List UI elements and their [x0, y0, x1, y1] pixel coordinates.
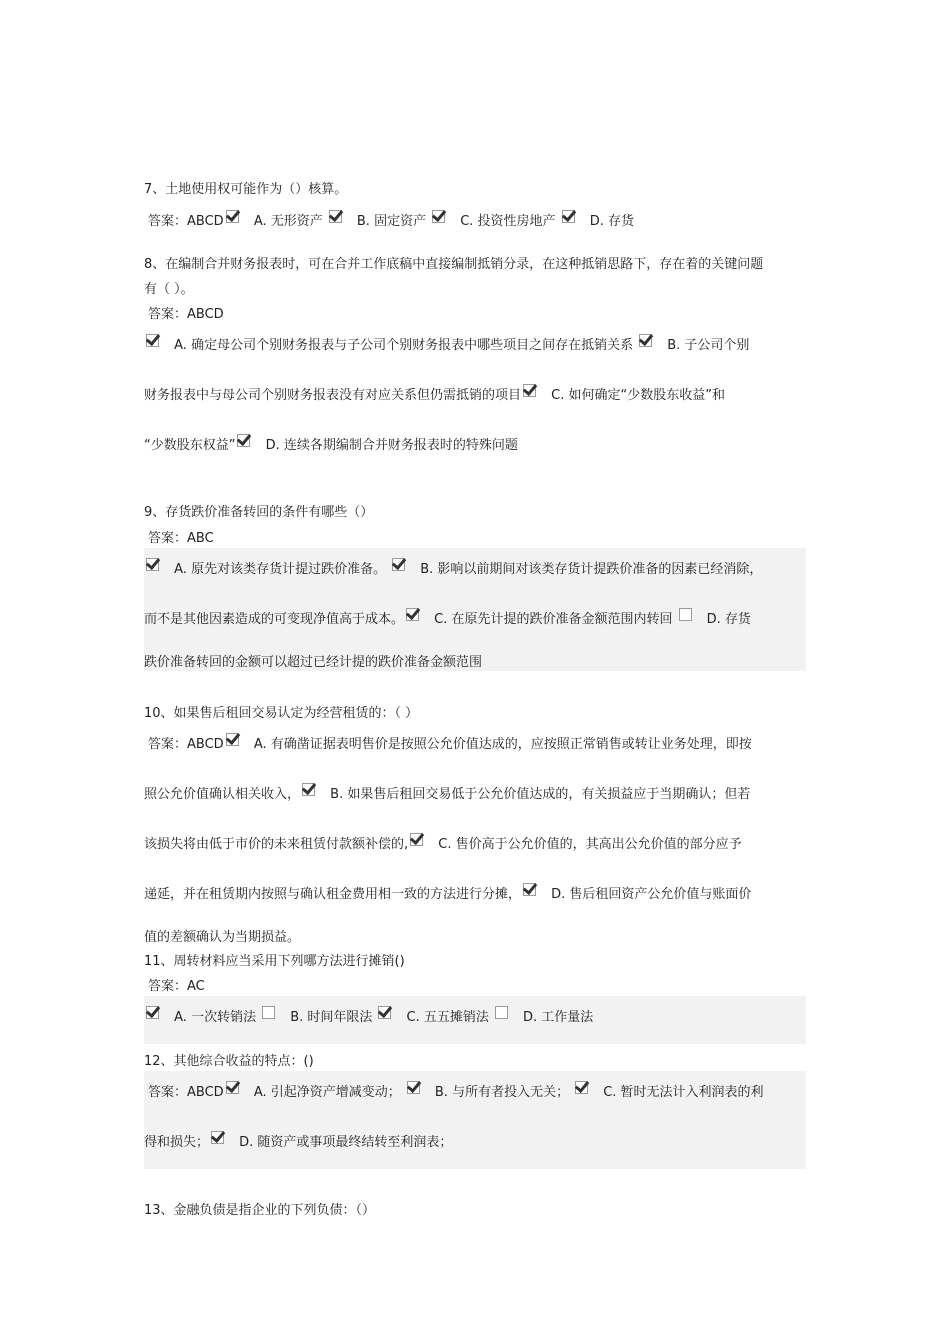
question-8-options-line-3	[144, 434, 522, 453]
question-10-line-1	[144, 733, 756, 752]
option-d: D. 连续各期编制合并财务报表时的特殊问题	[265, 438, 518, 453]
question-10-line-5: 值的差额确认为当期损益。	[144, 930, 301, 945]
option-c: C. 投资性房地产	[460, 214, 556, 229]
checkbox-checked-icon[interactable]	[410, 833, 423, 846]
question-10-line-3	[144, 833, 746, 852]
checkbox-checked-icon[interactable]	[211, 1131, 224, 1144]
option-c: C. 售价高于公允价值的，其高出公允价值的部分应予	[438, 837, 742, 852]
question-12-line-2	[144, 1131, 456, 1150]
question-10-text: 10、如果售后租回交易认定为经营租赁的：（ ）	[144, 706, 419, 721]
option-b: B. 子公司个别	[667, 338, 750, 353]
option-b-cont: 该损失将由低于市价的未来租赁付款额补偿的,	[144, 837, 409, 852]
question-10-line-2	[144, 783, 754, 802]
option-a: A. 有确凿证据表明售价是按照公允价值达成的，应按照正常销售或转让业务处理，即按	[253, 737, 752, 752]
answer-label: 答案：ABCD	[148, 1085, 224, 1100]
checkbox-checked-icon[interactable]	[329, 210, 342, 223]
checkbox-unchecked-icon[interactable]	[495, 1006, 508, 1019]
question-10-line-4	[144, 883, 755, 902]
option-a: A. 一次转销法	[174, 1010, 257, 1025]
option-c: C. 在原先计提的跌价准备金额范围内转回	[434, 612, 673, 627]
option-a: A. 确定母公司个别财务报表与子公司个别财务报表中哪些项目之间存在抵销关系	[174, 338, 634, 353]
checkbox-checked-icon[interactable]	[226, 733, 239, 746]
option-a: A. 引起净资产增减变动；	[253, 1085, 401, 1100]
checkbox-checked-icon[interactable]	[146, 1006, 159, 1019]
question-13-text: 13、金融负债是指企业的下列负债：（）	[144, 1203, 376, 1218]
option-c-cont: 递延，并在租赁期内按照与确认租金费用相一致的方法进行分摊，	[144, 887, 522, 902]
checkbox-checked-icon[interactable]	[639, 334, 652, 347]
question-8-options-line-1	[144, 334, 753, 353]
option-a: A. 原先对该类存货计提过跌价准备。	[174, 562, 387, 577]
option-b: B. 时间年限法	[290, 1010, 373, 1025]
checkbox-checked-icon[interactable]	[523, 883, 536, 896]
answer-label: 答案：ABCD	[148, 214, 224, 229]
question-12-text: 12、其他综合收益的特点：()	[144, 1054, 314, 1069]
option-c: C. 如何确定“少数股东收益”和	[551, 388, 725, 403]
checkbox-checked-icon[interactable]	[378, 1006, 391, 1019]
option-d: D. 售后租回资产公允价值与账面价	[551, 887, 752, 902]
option-b: B. 影响以前期间对该类存货计提跌价准备的因素已经消除，	[420, 562, 763, 577]
question-8-answer: 答案：ABCD	[148, 307, 224, 322]
checkbox-checked-icon[interactable]	[575, 1081, 588, 1094]
checkbox-checked-icon[interactable]	[432, 210, 445, 223]
question-9-options-line-3: 跌价准备转回的金额可以超过已经计提的跌价准备金额范围	[144, 655, 483, 670]
option-b: B. 固定资产	[356, 214, 427, 229]
checkbox-checked-icon[interactable]	[523, 384, 536, 397]
question-9-text: 9、存货跌价准备转回的条件有哪些（）	[144, 505, 374, 520]
checkbox-checked-icon[interactable]	[146, 334, 159, 347]
checkbox-checked-icon[interactable]	[302, 783, 315, 796]
checkbox-unchecked-icon[interactable]	[262, 1006, 275, 1019]
option-c-cont: 得和损失；	[144, 1135, 210, 1150]
checkbox-checked-icon[interactable]	[406, 608, 419, 621]
checkbox-checked-icon[interactable]	[407, 1081, 420, 1094]
option-c: C. 五五摊销法	[406, 1010, 489, 1025]
option-b: B. 如果售后租回交易低于公允价值达成的，有关损益应于当期确认；但若	[330, 787, 751, 802]
option-a: A. 无形资产	[253, 214, 323, 229]
question-9-options-line-2	[144, 608, 755, 627]
option-a-cont: 照公允价值确认相关收入，	[144, 787, 301, 802]
question-9-answer: 答案：ABC	[148, 531, 214, 546]
option-b: B. 与所有者投入无关；	[434, 1085, 570, 1100]
checkbox-checked-icon[interactable]	[146, 558, 159, 571]
checkbox-checked-icon[interactable]	[562, 210, 575, 223]
checkbox-checked-icon[interactable]	[226, 210, 239, 223]
question-12-line-1	[144, 1081, 768, 1100]
option-b-cont: 财务报表中与母公司个别财务报表没有对应关系但仍需抵销的项目	[144, 388, 522, 403]
answer-label: 答案：ABCD	[148, 737, 224, 752]
question-7-answer-row	[144, 210, 638, 229]
question-11-text: 11、周转材料应当采用下列哪方法进行摊销()	[144, 954, 405, 969]
checkbox-checked-icon[interactable]	[392, 558, 405, 571]
option-b-cont: 而不是其他因素造成的可变现净值高于成本。	[144, 612, 405, 627]
question-11-options	[144, 1006, 597, 1025]
question-8-text: 8、在编制合并财务报表时，可在合并工作底稿中直接编制抵销分录，在这种抵销思路下，存在着的关键问题	[144, 257, 764, 272]
option-c: C. 暂时无法计入利润表的利	[603, 1085, 764, 1100]
option-d: D. 存货	[706, 612, 751, 627]
option-d: D. 随资产或事项最终结转至利润表；	[239, 1135, 453, 1150]
question-11-answer: 答案：AC	[148, 979, 205, 994]
question-8-text-cont: 有（ ）。	[144, 282, 194, 297]
option-c-cont: “少数股东权益”	[144, 438, 236, 453]
checkbox-checked-icon[interactable]	[237, 434, 250, 447]
checkbox-unchecked-icon[interactable]	[679, 608, 692, 621]
option-d: D. 存货	[589, 214, 634, 229]
option-d: D. 工作量法	[523, 1010, 594, 1025]
question-9-options-line-1	[144, 558, 766, 577]
checkbox-checked-icon[interactable]	[226, 1081, 239, 1094]
question-8-options-line-2	[144, 384, 729, 403]
question-7-text: 7、土地使用权可能作为（）核算。	[144, 182, 348, 197]
